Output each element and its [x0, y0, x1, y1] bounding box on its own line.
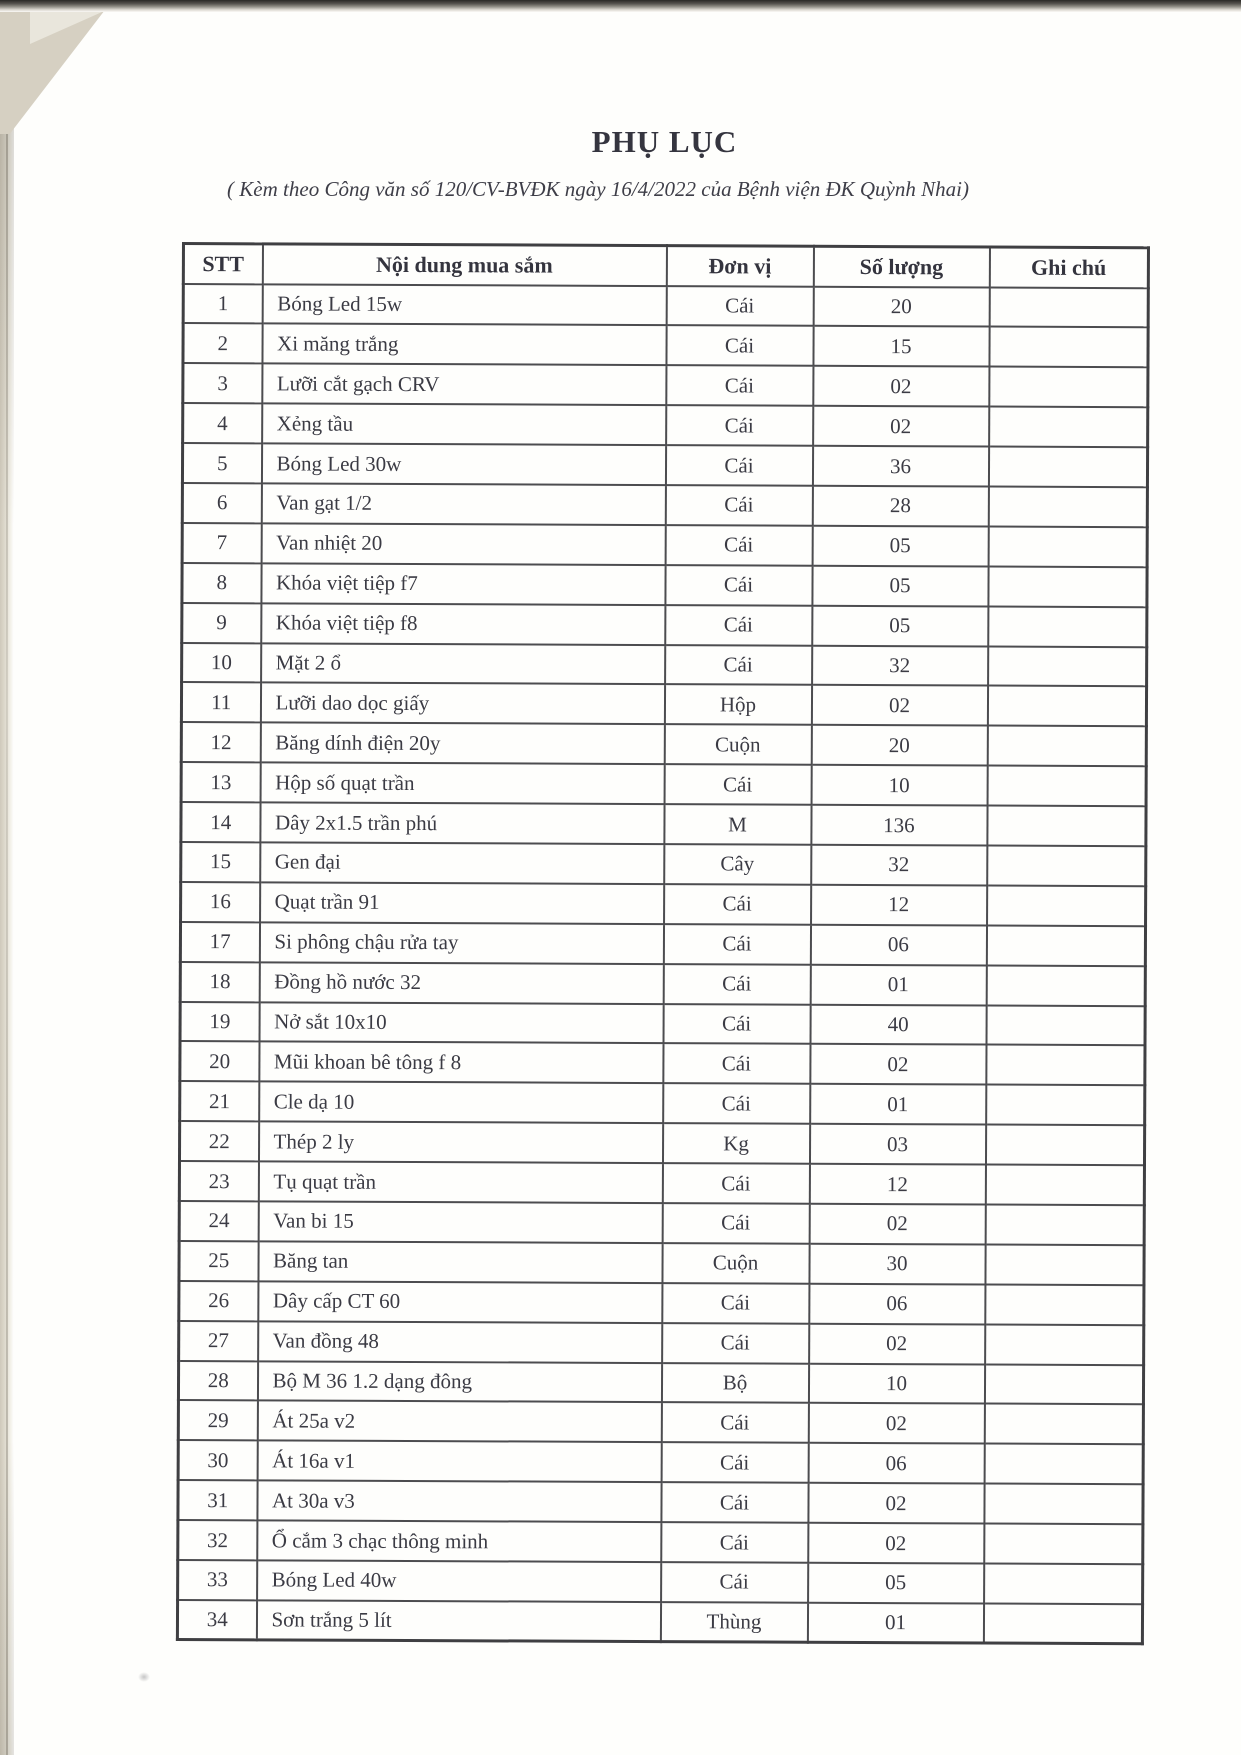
- table-row: [182, 563, 1147, 607]
- cell-stt: 32: [178, 1520, 257, 1560]
- cell-note: [988, 526, 1147, 567]
- cell-item: Lưỡi cắt gạch CRV: [262, 364, 666, 406]
- table-row: [178, 1560, 1143, 1604]
- cell-qty: 36: [812, 446, 988, 487]
- column-header-stt: STT: [183, 244, 262, 284]
- cell-note: [984, 1404, 1143, 1445]
- cell-note: [989, 367, 1148, 408]
- cell-stt: 9: [182, 603, 261, 643]
- cell-qty: 12: [811, 885, 987, 926]
- cell-item: Đồng hồ nước 32: [259, 962, 663, 1004]
- table-row: [177, 1600, 1142, 1644]
- cell-note: [989, 327, 1148, 368]
- cell-stt: 29: [178, 1400, 257, 1440]
- cell-unit: Cái: [661, 1562, 808, 1603]
- cell-note: [987, 726, 1146, 767]
- cell-unit: Cái: [666, 286, 813, 327]
- cell-item: Xi măng trắng: [262, 324, 666, 366]
- cell-stt: 33: [178, 1560, 257, 1600]
- cell-stt: 12: [181, 722, 260, 762]
- cell-note: [986, 1045, 1145, 1086]
- table-row: [179, 1201, 1144, 1245]
- column-header-note: Ghi chú: [989, 247, 1148, 288]
- cell-stt: 4: [183, 403, 262, 443]
- cell-unit: Cái: [665, 525, 812, 566]
- cell-item: Dây 2x1.5 trần phú: [260, 802, 664, 844]
- scan-edge-top: [0, 0, 1241, 12]
- cell-qty: 28: [812, 486, 988, 527]
- table-row: [183, 284, 1148, 328]
- table-row: [178, 1480, 1143, 1524]
- cell-item: Khóa việt tiệp f7: [261, 563, 665, 605]
- cell-unit: Cái: [664, 764, 811, 805]
- cell-unit: Cái: [663, 924, 810, 965]
- cell-item: Sơn trắng 5 lít: [256, 1600, 660, 1642]
- cell-stt: 5: [182, 443, 261, 483]
- cell-stt: 25: [179, 1241, 258, 1281]
- cell-note: [985, 1244, 1144, 1285]
- cell-qty: 136: [811, 805, 987, 846]
- cell-unit: Thùng: [660, 1602, 807, 1643]
- cell-unit: Cái: [663, 1083, 810, 1124]
- cell-qty: 10: [811, 765, 987, 806]
- cell-unit: Cái: [666, 365, 813, 406]
- table-row: [179, 1161, 1144, 1205]
- cell-note: [987, 845, 1146, 886]
- cell-item: At 30a v3: [257, 1481, 661, 1523]
- cell-note: [988, 606, 1147, 647]
- cell-note: [986, 1005, 1145, 1046]
- cell-note: [984, 1364, 1143, 1405]
- cell-unit: Cái: [661, 1482, 808, 1523]
- table-row: [180, 1041, 1145, 1085]
- cell-item: Bóng Led 40w: [257, 1560, 661, 1602]
- cell-qty: 05: [808, 1563, 984, 1604]
- cell-item: Mặt 2 ổ: [261, 643, 665, 685]
- table-row: [181, 882, 1146, 926]
- cell-stt: 13: [181, 762, 260, 802]
- cell-item: Át 16a v1: [257, 1441, 661, 1483]
- table-row: [183, 403, 1148, 447]
- cell-qty: 02: [811, 685, 987, 726]
- cell-item: Cle dạ 10: [259, 1082, 663, 1124]
- cell-qty: 02: [808, 1523, 984, 1564]
- cell-note: [987, 686, 1146, 727]
- cell-note: [984, 1484, 1143, 1525]
- cell-stt: 31: [178, 1480, 257, 1520]
- cell-qty: 02: [809, 1323, 985, 1364]
- cell-stt: 27: [179, 1321, 258, 1361]
- cell-unit: Bộ: [661, 1363, 808, 1404]
- cell-unit: Cái: [661, 1442, 808, 1483]
- cell-qty: 02: [808, 1483, 984, 1524]
- cell-unit: Cái: [663, 964, 810, 1005]
- cell-qty: 01: [810, 1084, 986, 1125]
- cell-item: Băng tan: [258, 1241, 662, 1283]
- cell-note: [989, 407, 1148, 448]
- cell-item: Mũi khoan bê tông f 8: [259, 1042, 663, 1084]
- table-body: [177, 284, 1148, 1644]
- cell-unit: Cái: [662, 1163, 809, 1204]
- cell-qty: 20: [813, 286, 989, 327]
- cell-qty: 02: [809, 1204, 985, 1245]
- cell-unit: Cái: [662, 1203, 809, 1244]
- cell-qty: 05: [812, 565, 988, 606]
- table-row: [180, 962, 1145, 1006]
- cell-note: [988, 447, 1147, 488]
- cell-item: Khóa việt tiệp f8: [261, 603, 665, 645]
- cell-unit: Cái: [661, 1403, 808, 1444]
- cell-item: Tụ quạt trần: [258, 1161, 662, 1203]
- table-row: [180, 1002, 1145, 1046]
- cell-item: Nở sắt 10x10: [259, 1002, 663, 1044]
- cell-note: [988, 646, 1147, 687]
- cell-qty: 01: [810, 964, 986, 1005]
- cell-unit: Cây: [664, 844, 811, 885]
- table-row: [180, 1081, 1145, 1125]
- cell-stt: 11: [181, 682, 260, 722]
- cell-unit: Cái: [665, 645, 812, 686]
- cell-stt: 14: [181, 802, 260, 842]
- table-row: [178, 1520, 1143, 1564]
- cell-item: Van bi 15: [258, 1201, 662, 1243]
- cell-note: [985, 1284, 1144, 1325]
- procurement-table: [176, 242, 1150, 1645]
- cell-stt: 16: [181, 882, 260, 922]
- cell-qty: 32: [812, 645, 988, 686]
- cell-stt: 23: [179, 1161, 258, 1201]
- header-row: [183, 244, 1148, 288]
- cell-item: Si phông chậu rửa tay: [259, 922, 663, 964]
- cell-item: Dây cấp CT 60: [258, 1281, 662, 1323]
- cell-note: [986, 965, 1145, 1006]
- cell-unit: Cái: [665, 485, 812, 526]
- cell-item: Băng dính điện 20y: [260, 723, 664, 765]
- table-header: [183, 244, 1148, 288]
- page-subtitle: ( Kèm theo Công văn số 120/CV-BVĐK ngày 16/4/2022 của Bệnh viện ĐK Quỳnh Nhai): [227, 177, 969, 201]
- cell-qty: 05: [812, 605, 988, 646]
- table-row: [179, 1321, 1144, 1365]
- table-row: [178, 1400, 1143, 1444]
- cell-unit: Cái: [663, 1044, 810, 1085]
- table-row: [181, 682, 1146, 726]
- scan-edge-left: [0, 0, 14, 1755]
- cell-item: Quạt trần 91: [260, 882, 664, 924]
- cell-stt: 34: [177, 1600, 256, 1640]
- table-row: [179, 1241, 1144, 1285]
- cell-note: [984, 1444, 1143, 1485]
- cell-qty: 15: [813, 326, 989, 367]
- cell-unit: Cái: [665, 565, 812, 606]
- cell-qty: 02: [813, 366, 989, 407]
- cell-qty: 02: [813, 406, 989, 447]
- page-corner-fold: [0, 6, 108, 134]
- cell-item: Van gạt 1/2: [261, 483, 665, 525]
- cell-unit: Cái: [666, 405, 813, 446]
- column-header-item: Nội dung mua sắm: [262, 244, 666, 286]
- cell-item: Xẻng tầu: [262, 404, 666, 446]
- cell-unit: Hộp: [664, 685, 811, 726]
- cell-note: [987, 806, 1146, 847]
- table-row: [179, 1281, 1144, 1325]
- cell-stt: 21: [180, 1081, 259, 1121]
- cell-note: [985, 1125, 1144, 1166]
- table-row: [178, 1361, 1143, 1405]
- cell-note: [987, 885, 1146, 926]
- cell-note: [988, 486, 1147, 527]
- cell-stt: 17: [180, 922, 259, 962]
- cell-item: Gen đại: [260, 842, 664, 884]
- cell-note: [985, 1204, 1144, 1245]
- cell-note: [983, 1603, 1142, 1644]
- cell-item: Hộp số quạt trần: [260, 763, 664, 805]
- cell-item: Bóng Led 15w: [262, 284, 666, 326]
- smudge-mark: [138, 1672, 150, 1682]
- table-row: [183, 363, 1148, 407]
- table-row: [181, 842, 1146, 886]
- table-row: [183, 323, 1148, 367]
- cell-unit: Cái: [664, 884, 811, 925]
- cell-qty: 32: [811, 845, 987, 886]
- cell-item: Lưỡi dao dọc giấy: [260, 683, 664, 725]
- cell-item: Bóng Led 30w: [261, 443, 665, 485]
- cell-unit: Cái: [665, 605, 812, 646]
- cell-note: [987, 766, 1146, 807]
- cell-unit: Cái: [661, 1522, 808, 1563]
- cell-item: Thép 2 ly: [258, 1122, 662, 1164]
- table-row: [182, 603, 1147, 647]
- table-row: [182, 643, 1147, 687]
- cell-unit: Cái: [663, 1004, 810, 1045]
- page-title: PHỤ LỤC: [591, 124, 738, 159]
- cell-stt: 20: [180, 1041, 259, 1081]
- table-row: [180, 922, 1145, 966]
- cell-qty: 06: [810, 924, 986, 965]
- cell-stt: 18: [180, 962, 259, 1002]
- cell-item: Át 25a v2: [257, 1401, 661, 1443]
- table-row: [182, 483, 1147, 527]
- column-header-quantity: Số lượng: [813, 246, 989, 287]
- table-row: [181, 722, 1146, 766]
- cell-qty: 02: [810, 1044, 986, 1085]
- table-row: [181, 762, 1146, 806]
- cell-qty: 03: [809, 1124, 985, 1165]
- cell-stt: 15: [181, 842, 260, 882]
- cell-note: [989, 287, 1148, 328]
- cell-stt: 8: [182, 563, 261, 603]
- cell-qty: 06: [808, 1443, 984, 1484]
- cell-qty: 10: [808, 1363, 984, 1404]
- cell-note: [985, 1324, 1144, 1365]
- cell-unit: Cuộn: [664, 724, 811, 765]
- cell-qty: 12: [809, 1164, 985, 1205]
- cell-item: Van nhiệt 20: [261, 523, 665, 565]
- cell-note: [984, 1564, 1143, 1605]
- cell-item: Bộ M 36 1.2 dạng đông: [257, 1361, 661, 1403]
- table-row: [179, 1121, 1144, 1165]
- table-row: [182, 443, 1147, 487]
- table-row: [182, 523, 1147, 567]
- table-row: [178, 1440, 1143, 1484]
- cell-unit: Cái: [666, 326, 813, 367]
- cell-stt: 26: [179, 1281, 258, 1321]
- cell-note: [986, 1085, 1145, 1126]
- cell-stt: 6: [182, 483, 261, 523]
- table-row: [181, 802, 1146, 846]
- cell-stt: 1: [183, 284, 262, 324]
- cell-stt: 19: [180, 1002, 259, 1042]
- cell-item: Van đồng 48: [258, 1321, 662, 1363]
- cell-qty: 06: [809, 1284, 985, 1325]
- cell-stt: 2: [183, 323, 262, 363]
- cell-item: Ổ cắm 3 chạc thông minh: [257, 1520, 661, 1562]
- cell-qty: 02: [808, 1403, 984, 1444]
- cell-stt: 24: [179, 1201, 258, 1241]
- cell-note: [988, 566, 1147, 607]
- cell-qty: 20: [811, 725, 987, 766]
- cell-qty: 05: [812, 526, 988, 567]
- cell-qty: 30: [809, 1244, 985, 1285]
- cell-stt: 10: [182, 643, 261, 683]
- cell-unit: Kg: [662, 1123, 809, 1164]
- cell-qty: 01: [807, 1603, 983, 1644]
- cell-unit: Cái: [662, 1323, 809, 1364]
- cell-unit: M: [664, 804, 811, 845]
- cell-stt: 7: [182, 523, 261, 563]
- cell-stt: 30: [178, 1440, 257, 1480]
- column-header-unit: Đơn vị: [666, 246, 813, 287]
- cell-unit: Cái: [662, 1283, 809, 1324]
- cell-note: [984, 1524, 1143, 1565]
- cell-note: [986, 925, 1145, 966]
- cell-note: [985, 1165, 1144, 1206]
- cell-stt: 3: [183, 363, 262, 403]
- cell-unit: Cái: [665, 445, 812, 486]
- cell-stt: 28: [178, 1361, 257, 1401]
- cell-qty: 40: [810, 1004, 986, 1045]
- cell-unit: Cuộn: [662, 1243, 809, 1284]
- cell-stt: 22: [179, 1121, 258, 1161]
